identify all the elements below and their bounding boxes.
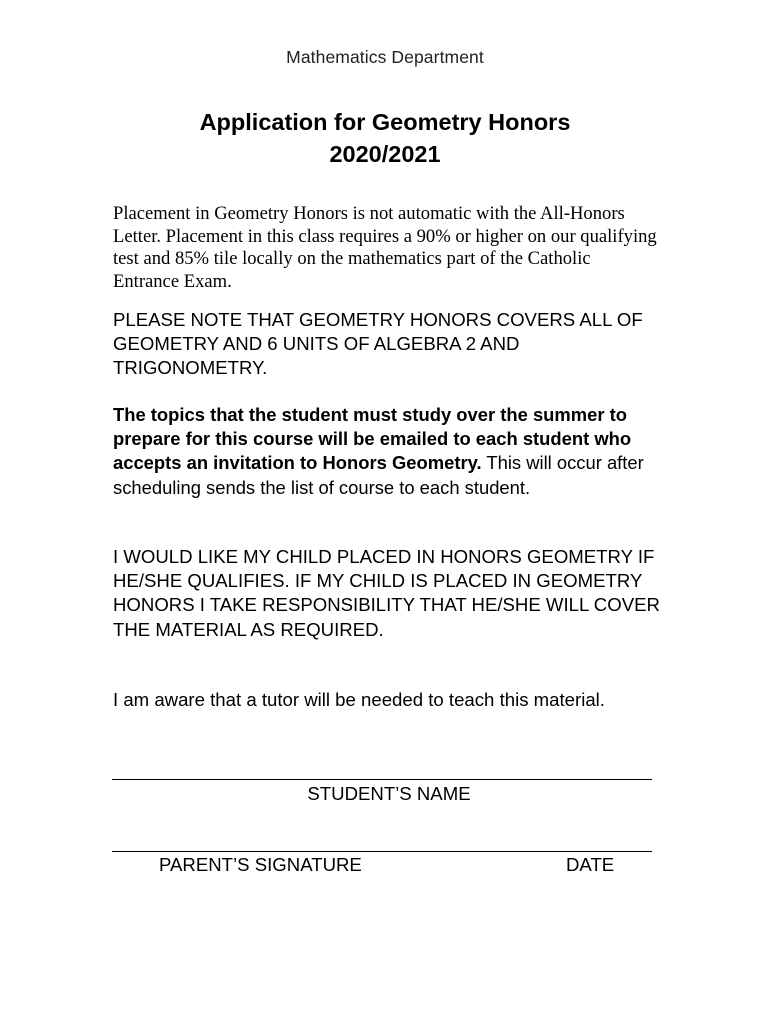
note-paragraph: PLEASE NOTE THAT GEOMETRY HONORS COVERS ALL OF GEOMETRY AND 6 UNITS OF ALGEBRA 2 AND TRIGONOMETRY. [113, 309, 643, 379]
date-label: DATE [566, 854, 615, 875]
placement-request-paragraph: I WOULD LIKE MY CHILD PLACED IN HONORS GEOMETRY IF HE/SHE QUALIFIES. IF MY CHILD IS PLACED IN GEOMETRY HONORS I TAKE RESPONSIBILITY THAT HE/SHE WILL COVER THE MATERIAL AS REQUIRED. [113, 546, 660, 640]
parent-signature-label: PARENT’S SIGNATURE [159, 854, 362, 875]
student-name-label: STUDENT’S NAME [307, 783, 471, 804]
title-year: 2020/2021 [329, 141, 441, 167]
page-title [0, 106, 770, 170]
tutor-awareness-paragraph: I am aware that a tutor will be needed to teach this material. [113, 689, 605, 710]
department-header: Mathematics Department [286, 47, 484, 67]
topics-bold-text: The topics that the student must study over the summer to prepare for this course will be emailed to each student who accepts an invitation to Honors Geometry. [113, 404, 632, 474]
intro-paragraph: Placement in Geometry Honors is not automatic with the All-Honors Letter. Placement in this class requires a 90% or higher on our qualifying test and 85% tile locally on the mathematics part of the Catholic Entrance Exam. [113, 203, 657, 292]
topics-regular-text: This will occur after scheduling sends the list of course to each student. [113, 452, 644, 498]
topics-paragraph [113, 403, 661, 500]
student-name-line[interactable] [112, 779, 652, 780]
title-line: Application for Geometry Honors [199, 109, 571, 135]
parent-signature-line[interactable] [112, 851, 652, 852]
